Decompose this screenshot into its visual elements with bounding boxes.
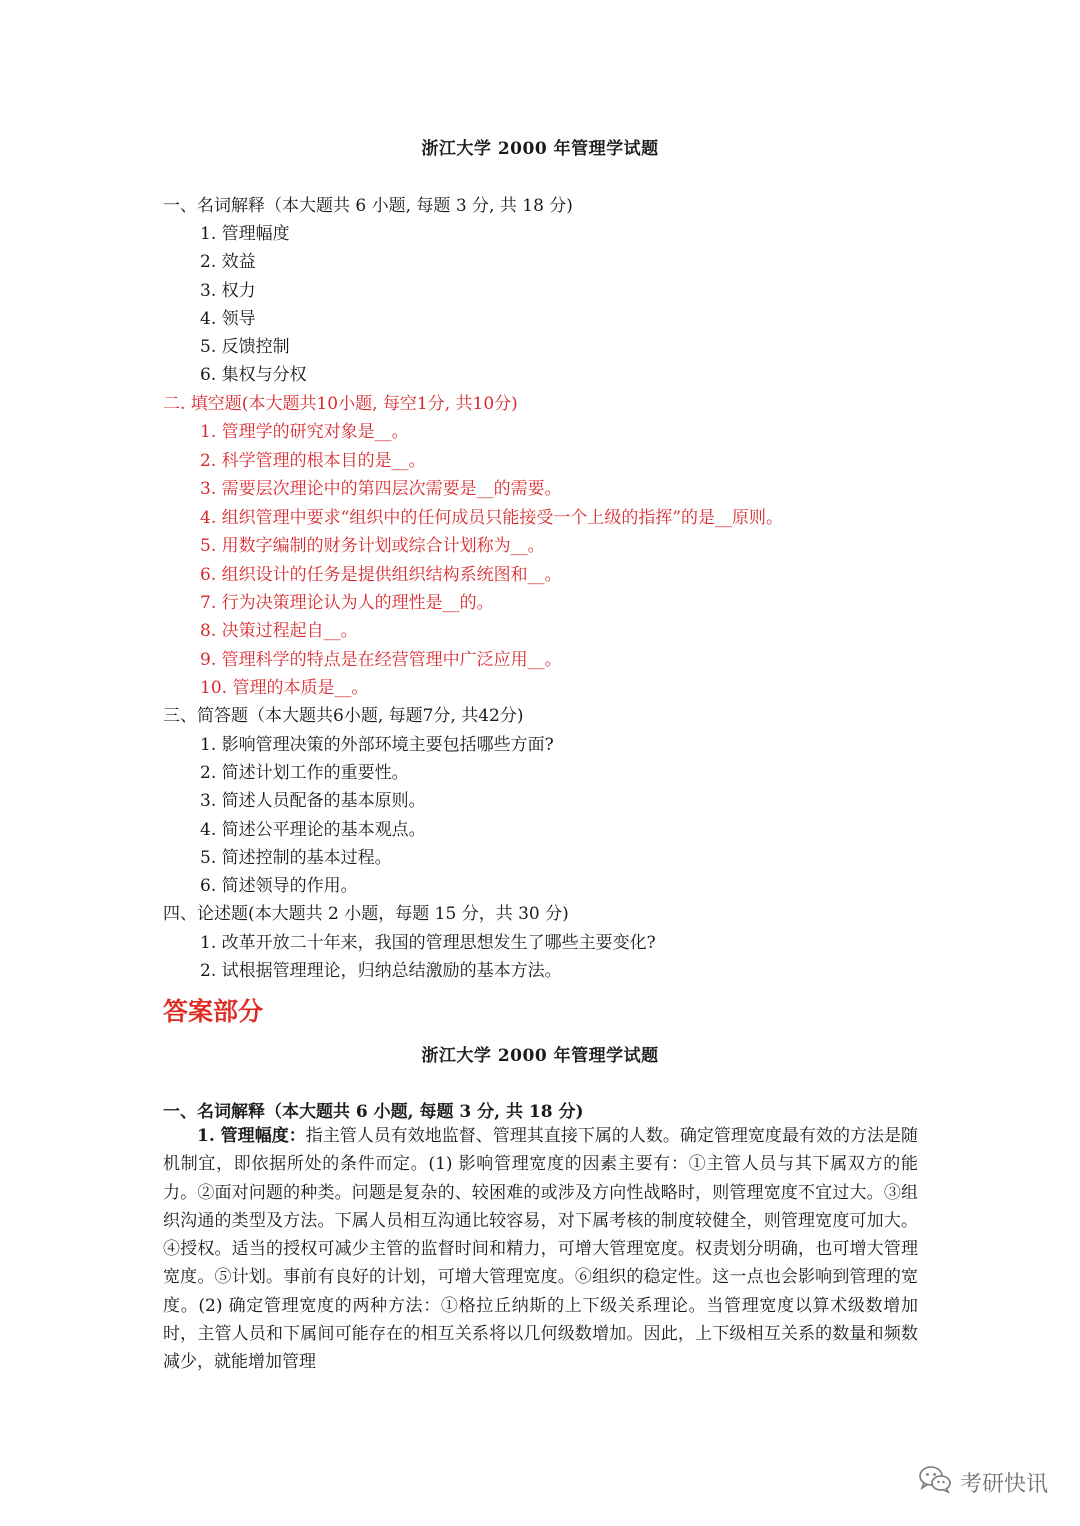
section2-item: 7. 行为决策理论认为人的理性是__的。 (200, 593, 494, 613)
section4-item: 1. 改革开放二十年来，我国的管理思想发生了哪些主要变化? (200, 933, 656, 953)
section3-item: 1. 影响管理决策的外部环境主要包括哪些方面? (200, 735, 554, 755)
section3-item: 6. 简述领导的作用。 (200, 876, 358, 896)
watermark (918, 1464, 1048, 1500)
answers-heading: 答案部分 (163, 997, 264, 1026)
section1-heading: 一、名词解释（本大题共 6 小题, 每题 3 分, 共 18 分) (163, 196, 573, 216)
watermark-text: 考研快讯 (959, 1471, 1048, 1497)
section1-item: 2. 效益 (200, 252, 256, 272)
section2-item: 9. 管理科学的特点是在经营管理中广泛应用__。 (200, 650, 562, 670)
section4-item: 2. 试根据管理理论，归纳总结激励的基本方法。 (200, 961, 562, 981)
section2-item: 10. 管理的本质是__。 (200, 678, 369, 698)
section3-item: 4. 简述公平理论的基本观点。 (200, 820, 426, 840)
section3-item: 5. 简述控制的基本过程。 (200, 848, 392, 868)
answers-section1-heading: 一、名词解释（本大题共 6 小题, 每题 3 分, 共 18 分) (163, 1102, 584, 1122)
section3-item: 2. 简述计划工作的重要性。 (200, 763, 409, 783)
answer-term-text: 指主管人员有效地监督、管理其直接下属的人数。确定管理宽度最有效的方法是随机制宜，即依据所处的条件而定。(1) 影响管理宽度的因素主要有：①主管人员与其下属双方的能力。②面对问题的种类。问题是复杂的、较困难的或涉及方向性战略时，则管理宽度不宜过大。③组织沟通的类型及方法。下属人员相互沟通比较容易，对下属考核的制度较健全，则管理宽度可加大。④授权。适当的授权可减少主管的监督时间和精力，可增大管理宽度。权责划分明确，也可增大管理宽度。⑤计划。事前有良好的计划，可增大管理宽度。⑥组织的稳定性。这一点也会影响到管理的宽度。(2) 确定管理宽度的两种方法：①格拉丘纳斯的上下级关系理论。当管理宽度以算术级数增加时，主管人员和下属间可能存在的相互关系将以几何级数增加。因此，上下级相互关系的数量和频数减少，就能增加管理 (163, 1126, 918, 1373)
section1-item: 3. 权力 (200, 281, 256, 301)
section2-item: 6. 组织设计的任务是提供组织结构系统图和__。 (200, 565, 562, 585)
section1-item: 4. 领导 (200, 309, 256, 329)
section4-heading: 四、论述题(本大题共 2 小题，每题 15 分，共 30 分) (163, 904, 569, 924)
section2-item: 5. 用数字编制的财务计划或综合计划称为__。 (200, 536, 545, 556)
section2-item: 4. 组织管理中要求“组织中的任何成员只能接受一个上级的指挥”的是__原则。 (200, 508, 784, 528)
wechat-icon (918, 1464, 952, 1500)
section1-item: 6. 集权与分权 (200, 365, 307, 385)
section2-item: 8. 决策过程起自__。 (200, 621, 358, 641)
section3-heading: 三、简答题（本大题共6小题, 每题7分, 共42分) (163, 706, 524, 726)
answer-term-label: 1. 管理幅度： (197, 1126, 306, 1146)
exam-title: 浙江大学 2000 年管理学试题 (421, 139, 659, 159)
answer-paragraph (163, 1122, 918, 1377)
section2-item: 1. 管理学的研究对象是__。 (200, 422, 409, 442)
section2-item: 3. 需要层次理论中的第四层次需要是__的需要。 (200, 479, 562, 499)
section3-item: 3. 简述人员配备的基本原则。 (200, 791, 426, 811)
answers-title: 浙江大学 2000 年管理学试题 (421, 1046, 659, 1066)
section1-item: 5. 反馈控制 (200, 337, 290, 357)
section2-item: 2. 科学管理的根本目的是__。 (200, 451, 426, 471)
section1-item: 1. 管理幅度 (200, 224, 290, 244)
section2-heading: 二. 填空题(本大题共10小题, 每空1分, 共10分) (163, 394, 518, 414)
